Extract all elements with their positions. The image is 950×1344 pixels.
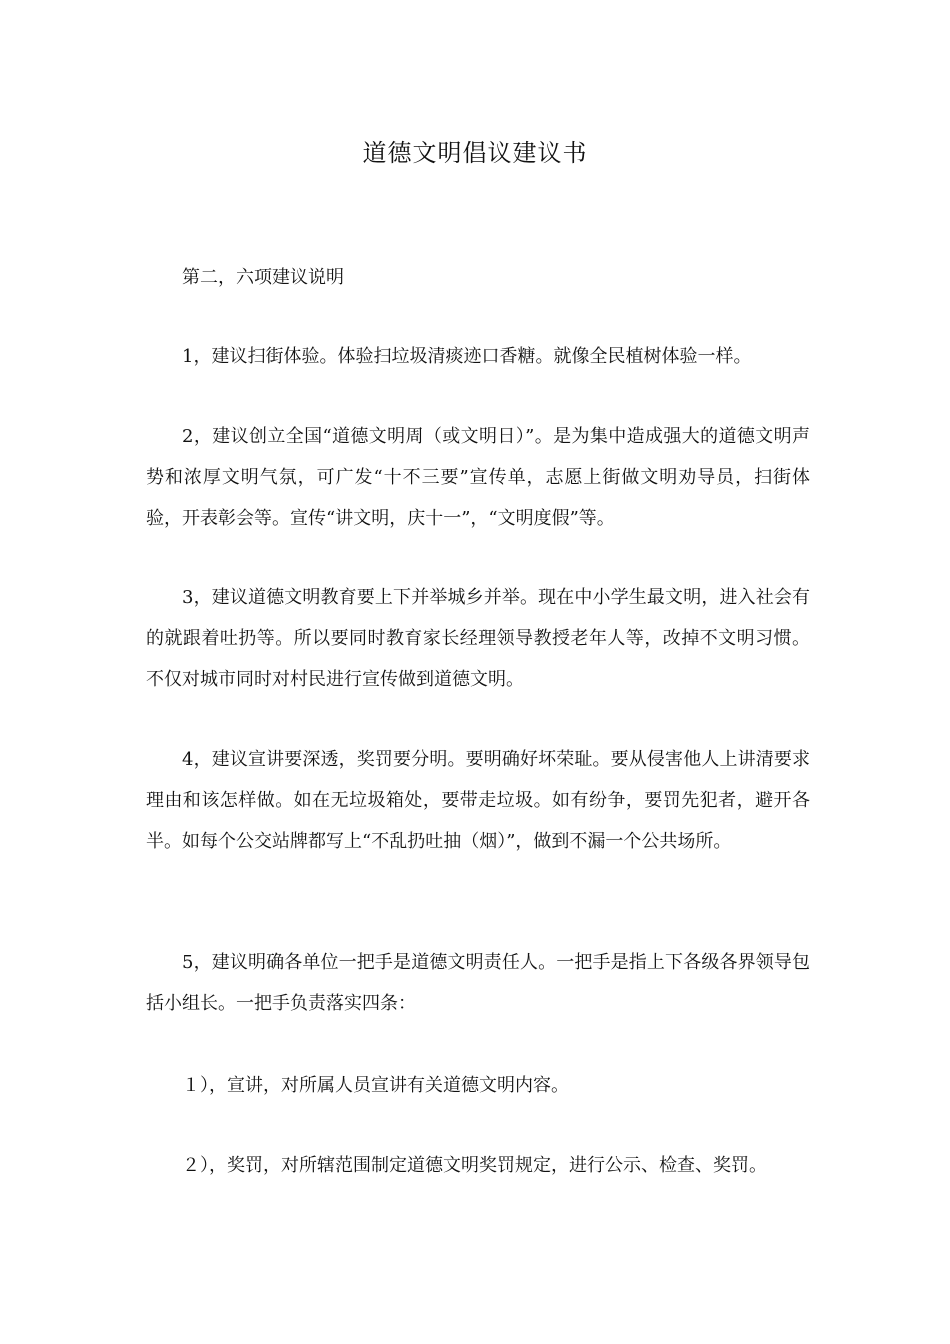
- paragraph-5: 5，建议明确各单位一把手是道德文明责任人。一把手是指上下各级各界领导包括小组长。一把手负责落实四条：: [146, 952, 810, 1014]
- sub-item-1: １），宣讲，对所属人员宣讲有关道德文明内容。: [182, 1075, 569, 1096]
- document-title: 道德文明倡议建议书: [362, 139, 588, 167]
- section-heading: 第二，六项建议说明: [182, 267, 344, 288]
- paragraph-1: 1，建议扫街体验。体验扫垃圾清痰迹口香糖。就像全民植树体验一样。: [182, 346, 752, 367]
- sub-item-2: ２），奖罚，对所辖范围制定道德文明奖罚规定，进行公示、检查、奖罚。: [182, 1155, 767, 1176]
- paragraph-4: 4，建议宣讲要深透，奖罚要分明。要明确好坏荣耻。要从侵害他人上讲清要求理由和该怎样做。如在无垃圾箱处，要带走垃圾。如有纷争，要罚先犯者，避开各半。如每个公交站牌都写上“不乱扔吐抽（烟）”，做到不漏一个公共场所。: [146, 749, 810, 852]
- paragraph-3: 3，建议道德文明教育要上下并举城乡并举。现在中小学生最文明，进入社会有的就跟着吐扔等。所以要同时教育家长经理领导教授老年人等，改掉不文明习惯。不仅对城市同时对村民进行宣传做到道德文明。: [146, 587, 810, 690]
- paragraph-2: 2，建议创立全国“道德文明周（或文明日）”。是为集中造成强大的道德文明声势和浓厚文明气氛，可广发“十不三要”宣传单，志愿上街做文明劝导员，扫街体验，开表彰会等。宣传“讲文明，庆十一”，“文明度假”等。: [146, 426, 810, 529]
